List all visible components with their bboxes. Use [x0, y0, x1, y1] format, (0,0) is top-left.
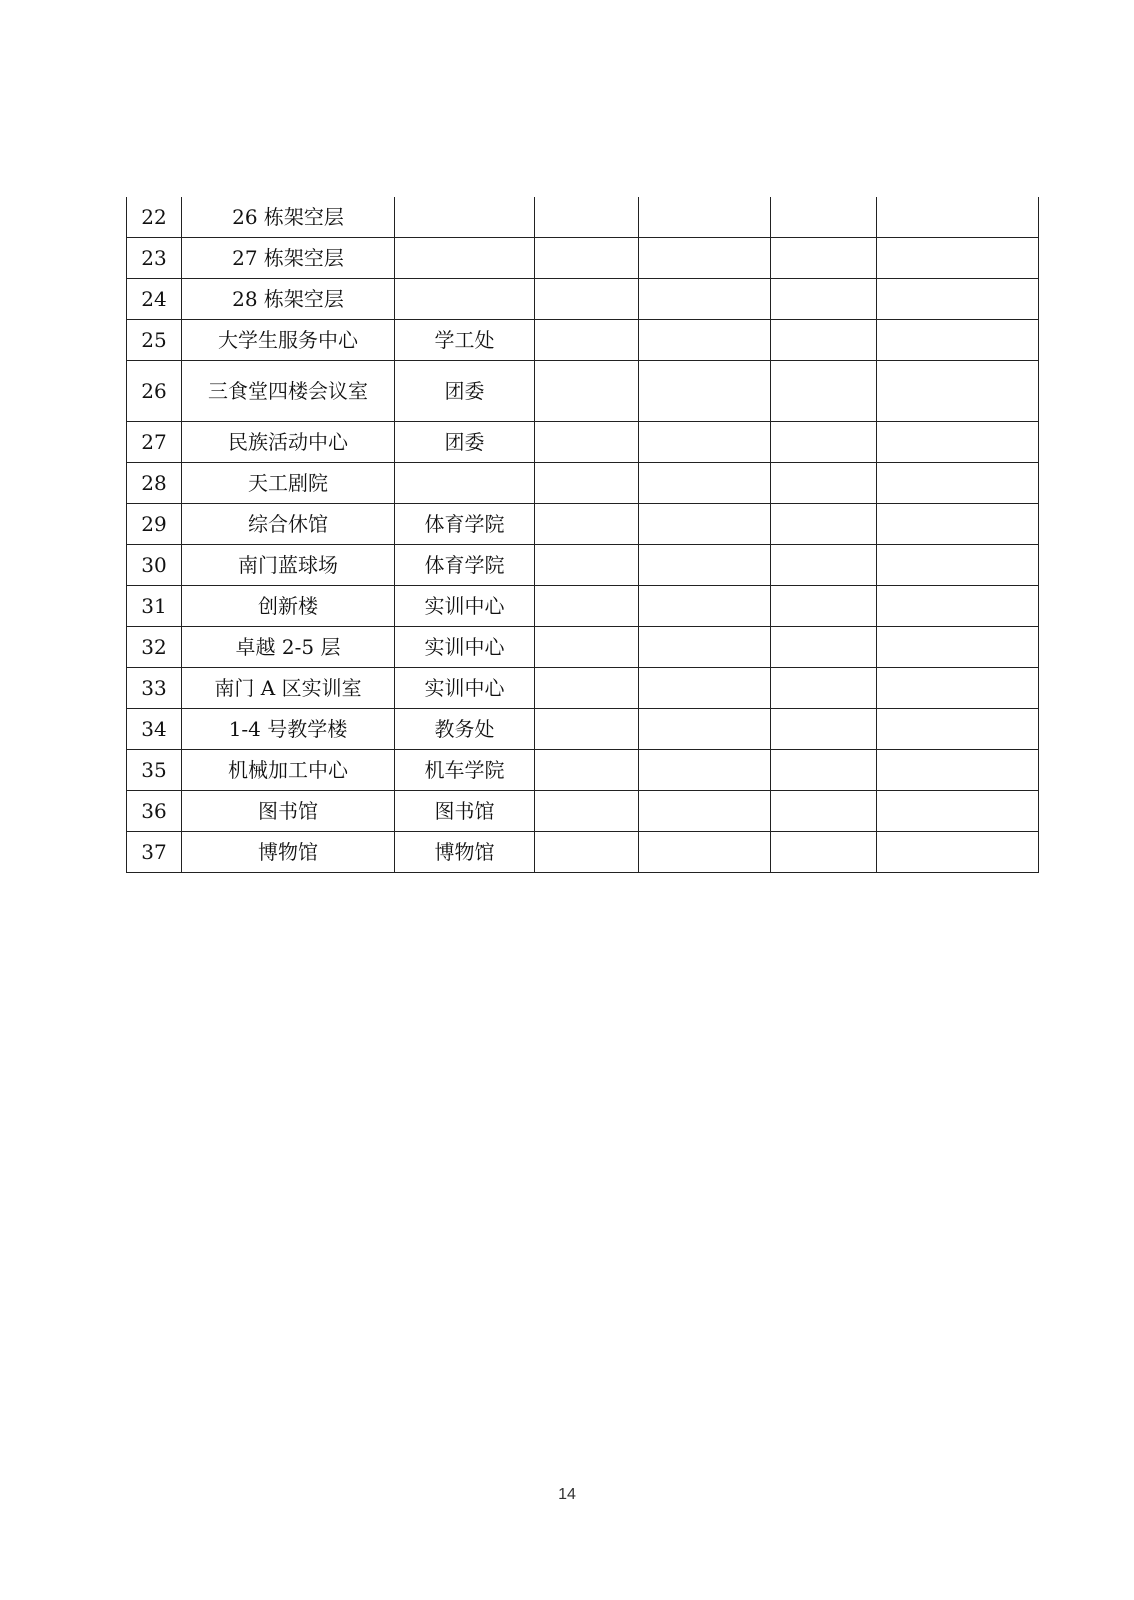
department-cell: 机车学院: [395, 750, 535, 791]
empty-cell: [535, 586, 639, 627]
row-number-cell: 26: [127, 361, 182, 422]
table-row: [127, 361, 1039, 422]
empty-cell: [771, 545, 877, 586]
place-cell: 南门 A 区实训室: [182, 668, 395, 709]
place-cell: 1-4 号教学楼: [182, 709, 395, 750]
department-cell: [395, 279, 535, 320]
row-number-cell: 25: [127, 320, 182, 361]
row-number-cell: 30: [127, 545, 182, 586]
empty-cell: [535, 545, 639, 586]
table-row: [127, 320, 1039, 361]
department-cell: 体育学院: [395, 545, 535, 586]
place-cell: 博物馆: [182, 832, 395, 873]
empty-cell: [639, 832, 771, 873]
table-row: [127, 279, 1039, 320]
empty-cell: [771, 627, 877, 668]
empty-cell: [639, 586, 771, 627]
empty-cell: [535, 320, 639, 361]
department-cell: 实训中心: [395, 586, 535, 627]
empty-cell: [877, 463, 1039, 504]
empty-cell: [877, 545, 1039, 586]
row-number-cell: 36: [127, 791, 182, 832]
empty-cell: [877, 279, 1039, 320]
empty-cell: [877, 709, 1039, 750]
place-cell: 天工剧院: [182, 463, 395, 504]
table-row: [127, 791, 1039, 832]
department-cell: [395, 197, 535, 238]
row-number-cell: 29: [127, 504, 182, 545]
venue-table-body: [127, 197, 1039, 873]
table-row: [127, 832, 1039, 873]
row-number-cell: 27: [127, 422, 182, 463]
department-cell: [395, 238, 535, 279]
place-cell: 民族活动中心: [182, 422, 395, 463]
place-cell: 三食堂四楼会议室: [182, 361, 395, 422]
empty-cell: [771, 791, 877, 832]
empty-cell: [877, 750, 1039, 791]
department-cell: 实训中心: [395, 668, 535, 709]
row-number-cell: 22: [127, 197, 182, 238]
page-number: 14: [558, 1486, 576, 1503]
place-cell: 创新楼: [182, 586, 395, 627]
row-number-cell: 34: [127, 709, 182, 750]
empty-cell: [535, 504, 639, 545]
empty-cell: [639, 279, 771, 320]
empty-cell: [639, 750, 771, 791]
empty-cell: [639, 545, 771, 586]
table-row: [127, 504, 1039, 545]
empty-cell: [771, 422, 877, 463]
table-row: [127, 586, 1039, 627]
empty-cell: [771, 361, 877, 422]
department-cell: 教务处: [395, 709, 535, 750]
table-row: [127, 422, 1039, 463]
empty-cell: [535, 627, 639, 668]
table-row: [127, 627, 1039, 668]
empty-cell: [771, 320, 877, 361]
empty-cell: [639, 668, 771, 709]
department-cell: 团委: [395, 361, 535, 422]
place-cell: 南门蓝球场: [182, 545, 395, 586]
table-row: [127, 709, 1039, 750]
department-cell: 图书馆: [395, 791, 535, 832]
department-cell: [395, 463, 535, 504]
empty-cell: [877, 197, 1039, 238]
place-cell: 28 栋架空层: [182, 279, 395, 320]
empty-cell: [535, 832, 639, 873]
row-number-cell: 32: [127, 627, 182, 668]
row-number-cell: 31: [127, 586, 182, 627]
venue-table: [126, 197, 1039, 873]
row-number-cell: 24: [127, 279, 182, 320]
empty-cell: [535, 463, 639, 504]
empty-cell: [639, 238, 771, 279]
row-number-cell: 35: [127, 750, 182, 791]
place-cell: 机械加工中心: [182, 750, 395, 791]
row-number-cell: 33: [127, 668, 182, 709]
empty-cell: [877, 422, 1039, 463]
department-cell: 团委: [395, 422, 535, 463]
table-row: [127, 668, 1039, 709]
empty-cell: [639, 627, 771, 668]
empty-cell: [771, 832, 877, 873]
department-cell: 体育学院: [395, 504, 535, 545]
empty-cell: [639, 320, 771, 361]
department-cell: 学工处: [395, 320, 535, 361]
empty-cell: [877, 504, 1039, 545]
empty-cell: [535, 238, 639, 279]
empty-cell: [535, 279, 639, 320]
place-cell: 综合休馆: [182, 504, 395, 545]
venue-table-container: [126, 197, 1038, 873]
row-number-cell: 23: [127, 238, 182, 279]
empty-cell: [877, 791, 1039, 832]
empty-cell: [535, 422, 639, 463]
empty-cell: [639, 422, 771, 463]
place-cell: 27 栋架空层: [182, 238, 395, 279]
empty-cell: [535, 750, 639, 791]
empty-cell: [771, 709, 877, 750]
empty-cell: [771, 463, 877, 504]
empty-cell: [877, 238, 1039, 279]
empty-cell: [535, 709, 639, 750]
place-cell: 26 栋架空层: [182, 197, 395, 238]
empty-cell: [877, 668, 1039, 709]
place-cell: 大学生服务中心: [182, 320, 395, 361]
row-number-cell: 37: [127, 832, 182, 873]
empty-cell: [535, 791, 639, 832]
empty-cell: [877, 832, 1039, 873]
table-row: [127, 463, 1039, 504]
empty-cell: [639, 197, 771, 238]
empty-cell: [771, 279, 877, 320]
empty-cell: [877, 320, 1039, 361]
place-cell: 卓越 2-5 层: [182, 627, 395, 668]
empty-cell: [771, 197, 877, 238]
table-row: [127, 750, 1039, 791]
empty-cell: [639, 709, 771, 750]
empty-cell: [877, 361, 1039, 422]
department-cell: 博物馆: [395, 832, 535, 873]
table-row: [127, 197, 1039, 238]
table-row: [127, 545, 1039, 586]
empty-cell: [771, 668, 877, 709]
empty-cell: [877, 586, 1039, 627]
empty-cell: [535, 197, 639, 238]
empty-cell: [771, 238, 877, 279]
department-cell: 实训中心: [395, 627, 535, 668]
empty-cell: [535, 361, 639, 422]
empty-cell: [639, 361, 771, 422]
empty-cell: [639, 463, 771, 504]
empty-cell: [877, 627, 1039, 668]
empty-cell: [771, 750, 877, 791]
empty-cell: [771, 504, 877, 545]
row-number-cell: 28: [127, 463, 182, 504]
place-cell: 图书馆: [182, 791, 395, 832]
table-row: [127, 238, 1039, 279]
empty-cell: [535, 668, 639, 709]
empty-cell: [639, 504, 771, 545]
empty-cell: [771, 586, 877, 627]
empty-cell: [639, 791, 771, 832]
